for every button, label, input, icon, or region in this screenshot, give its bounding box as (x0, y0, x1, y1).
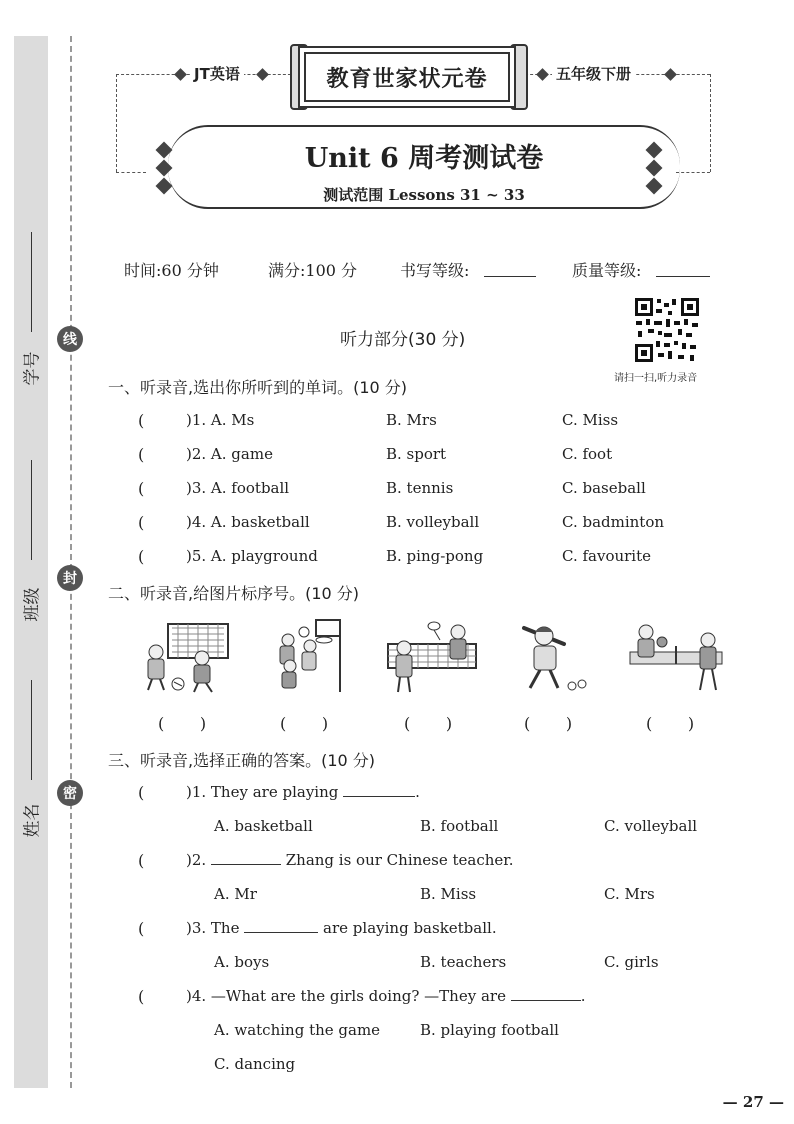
xingming-label: 姓名 (22, 803, 43, 838)
header-dash-right-b (676, 172, 710, 173)
baseball-player-picture (510, 618, 606, 694)
p3-q4-stem (186, 987, 586, 1005)
picture-answer-paren[interactable]: ( ) (524, 714, 573, 733)
answer-paren[interactable]: ( (138, 513, 145, 532)
p3-q4-b: B. playing football (420, 1021, 559, 1039)
cut-line (70, 36, 72, 1088)
p3-q1-stem (186, 783, 420, 801)
binding-strip (14, 36, 48, 1088)
part3-heading: 三、听录音,选择正确的答案。(10 分) (108, 751, 376, 770)
p3-q2-stem-a: )2. (186, 851, 207, 869)
p1-q3-b: B. tennis (386, 479, 454, 497)
answer-paren[interactable]: ( (138, 479, 145, 498)
p1-q2-a: )2. A. game (186, 445, 273, 463)
p1-q2-b: B. sport (386, 445, 447, 463)
p1-q2-c: C. foot (562, 445, 613, 463)
diamond-icon (536, 68, 549, 81)
p3-q4-stem-a: )4. —What are the girls doing? —They are (186, 987, 506, 1005)
header-dash-left-b (116, 172, 146, 173)
header-dash-right-v (710, 74, 711, 172)
p3-q1-b: B. football (420, 817, 499, 835)
p3-q1-stem-b: . (415, 783, 420, 801)
answer-paren[interactable]: ( (138, 919, 145, 938)
answer-paren[interactable]: ( (138, 445, 145, 464)
score-info: 满分:100 分 (268, 261, 358, 280)
p3-q2-stem-b: Zhang is our Chinese teacher. (285, 851, 514, 869)
p3-q2-b: B. Miss (420, 885, 477, 903)
grade-label: 五年级下册 (552, 63, 635, 84)
badminton-kids-picture (384, 618, 480, 694)
p3-q2-blank[interactable] (211, 864, 281, 865)
page-title: Unit 6 周考测试卷 (304, 143, 544, 174)
part2-heading: 二、听录音,给图片标序号。(10 分) (108, 584, 360, 603)
basketball-kids-picture (264, 618, 360, 694)
p3-q3-stem-b: are playing basketball. (323, 919, 497, 937)
time-info: 时间:60 分钟 (124, 261, 219, 280)
p1-q1-c: C. Miss (562, 411, 619, 429)
page-number: — 27 — (722, 1093, 784, 1111)
p1-q5-a: )5. A. playground (186, 547, 318, 565)
listening-title: 听力部分(30 分) (340, 330, 466, 350)
p1-q4-c: C. badminton (562, 513, 665, 531)
p1-q1-b: B. Mrs (386, 411, 437, 429)
p3-q3-stem-a: )3. The (186, 919, 240, 937)
banji-line (31, 460, 32, 560)
seal-seal: 封 (57, 565, 83, 591)
header-dash-left-v (116, 74, 117, 172)
p1-q1-a: )1. A. Ms (186, 411, 255, 429)
football-kids-picture (138, 618, 234, 694)
quality-grade-field[interactable] (656, 276, 710, 277)
part1-heading: 一、听录音,选出你所听到的单词。(10 分) (108, 378, 408, 397)
xuehao-label: 学号 (22, 351, 43, 386)
quality-grade-label: 质量等级: (572, 261, 642, 280)
p3-q2-a: A. Mr (214, 885, 257, 903)
subject-label: JT英语 (190, 63, 244, 84)
p1-q5-c: C. favourite (562, 547, 652, 565)
diamond-icon (256, 68, 269, 81)
writing-grade-field[interactable] (484, 276, 536, 277)
xingming-line (31, 680, 32, 780)
picture-answer-paren[interactable]: ( ) (646, 714, 695, 733)
answer-paren[interactable]: ( (138, 851, 145, 870)
answer-paren[interactable]: ( (138, 547, 145, 566)
p3-q3-a: A. boys (214, 953, 270, 971)
p3-q3-c: C. girls (604, 953, 659, 971)
p3-q3-blank[interactable] (244, 932, 318, 933)
p3-q2-stem (186, 851, 514, 869)
picture-answer-paren[interactable]: ( ) (158, 714, 207, 733)
p3-q1-blank[interactable] (343, 796, 415, 797)
answer-paren[interactable]: ( (138, 783, 145, 802)
qr-code-icon[interactable] (634, 297, 700, 363)
qr-caption: 请扫一扫,听力录音 (614, 373, 698, 384)
p3-q1-c: C. volleyball (604, 817, 698, 835)
xuehao-line (31, 232, 32, 332)
p3-q4-stem-b: . (580, 987, 586, 1005)
p1-q4-b: B. volleyball (386, 513, 480, 531)
ping-pong-kids-picture (628, 618, 724, 694)
p1-q3-a: )3. A. football (186, 479, 290, 497)
picture-answer-paren[interactable]: ( ) (404, 714, 453, 733)
picture-answer-paren[interactable]: ( ) (280, 714, 329, 733)
page-subtitle: 测试范围 Lessons 31 ~ 33 (323, 186, 525, 204)
p1-q3-c: C. baseball (562, 479, 646, 497)
banji-label: 班级 (22, 587, 43, 622)
p3-q3-b: B. teachers (420, 953, 507, 971)
p3-q1-stem-a: )1. They are playing (186, 783, 339, 801)
diamond-icon (174, 68, 187, 81)
p3-q2-c: C. Mrs (604, 885, 655, 903)
p1-q4-a: )4. A. basketball (186, 513, 310, 531)
answer-paren[interactable]: ( (138, 411, 145, 430)
p3-q4-a: A. watching the game (214, 1021, 381, 1039)
p3-q4-blank[interactable] (511, 1000, 581, 1001)
banner-title: 教育世家状元卷 (298, 46, 516, 108)
p3-q1-a: A. basketball (214, 817, 313, 835)
p1-q5-b: B. ping-pong (386, 547, 484, 565)
writing-grade-label: 书写等级: (400, 261, 470, 280)
p3-q3-stem (186, 919, 497, 937)
p3-q4-c: C. dancing (214, 1055, 296, 1073)
seal-secret: 密 (57, 780, 83, 806)
seal-line: 线 (57, 326, 83, 352)
diamond-icon (664, 68, 677, 81)
answer-paren[interactable]: ( (138, 987, 145, 1006)
